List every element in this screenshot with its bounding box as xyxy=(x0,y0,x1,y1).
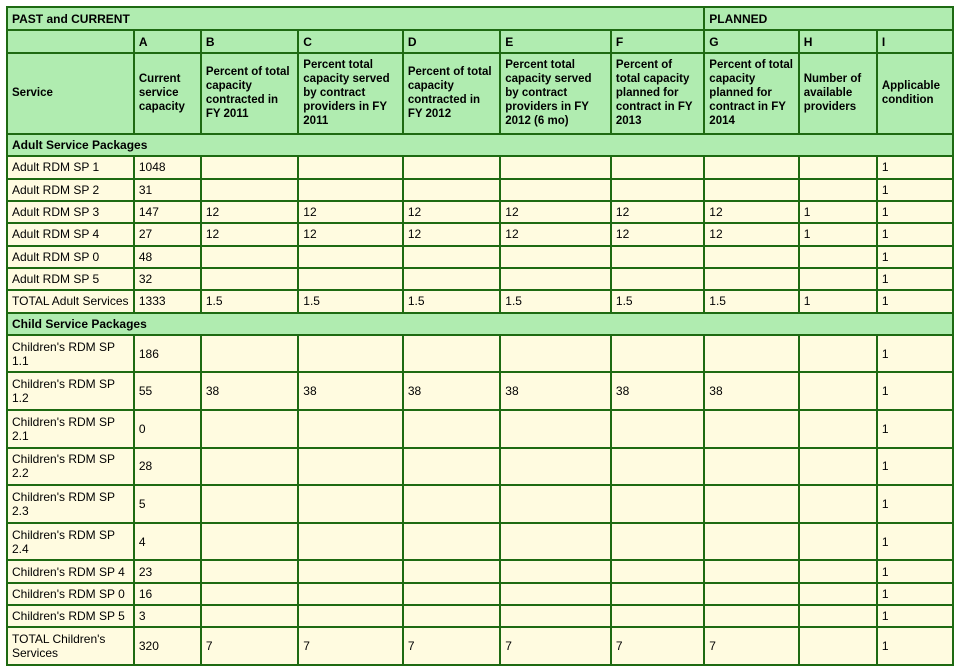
table-cell: 38 xyxy=(202,373,297,409)
table-cell xyxy=(705,606,797,626)
table-cell xyxy=(800,449,876,485)
table-cell: 12 xyxy=(612,202,703,222)
table-cell xyxy=(800,247,876,267)
table-row xyxy=(8,269,952,289)
table-cell: 12 xyxy=(501,224,610,244)
service-name-cell: Children's RDM SP 4 xyxy=(8,561,133,581)
table-cell: 1 xyxy=(878,606,952,626)
table-cell: 7 xyxy=(501,628,610,664)
table-cell: 1333 xyxy=(135,291,200,311)
table-cell xyxy=(501,561,610,581)
table-cell: 16 xyxy=(135,584,200,604)
table-cell xyxy=(705,561,797,581)
service-name-cell: Children's RDM SP 2.1 xyxy=(8,411,133,447)
service-name-cell: Children's RDM SP 2.4 xyxy=(8,524,133,560)
table-cell xyxy=(501,180,610,200)
table-cell xyxy=(705,486,797,522)
table-cell xyxy=(299,157,402,177)
table-cell: 1 xyxy=(878,373,952,409)
column-header-c: Percent total capacity served by contract providers in FY 2011 xyxy=(299,54,402,133)
column-header-i: Applicable condition xyxy=(878,54,952,133)
service-name-cell: Adult RDM SP 1 xyxy=(8,157,133,177)
table-cell xyxy=(501,486,610,522)
table-cell: 1.5 xyxy=(299,291,402,311)
service-name-cell: Adult RDM SP 4 xyxy=(8,224,133,244)
table-cell xyxy=(612,486,703,522)
table-cell xyxy=(202,157,297,177)
table-cell: 12 xyxy=(404,202,499,222)
table-cell xyxy=(612,157,703,177)
table-cell xyxy=(800,524,876,560)
table-cell: 1 xyxy=(878,524,952,560)
table-body xyxy=(8,8,952,664)
letter-f: F xyxy=(612,31,703,51)
table-cell: 1 xyxy=(878,224,952,244)
table-cell: 1 xyxy=(878,561,952,581)
table-cell: 7 xyxy=(705,628,797,664)
table-cell: 1 xyxy=(878,202,952,222)
table-cell xyxy=(202,449,297,485)
table-cell: 38 xyxy=(705,373,797,409)
column-header-f: Percent of total capacity planned for contract in FY 2013 xyxy=(612,54,703,133)
table-cell: 5 xyxy=(135,486,200,522)
table-cell xyxy=(501,157,610,177)
letter-i: I xyxy=(878,31,952,51)
table-cell xyxy=(404,411,499,447)
table-cell xyxy=(612,584,703,604)
table-cell: 1 xyxy=(800,202,876,222)
table-cell xyxy=(404,336,499,372)
table-cell xyxy=(299,269,402,289)
service-name-cell: Adult RDM SP 0 xyxy=(8,247,133,267)
letter-d: D xyxy=(404,31,499,51)
table-row xyxy=(8,180,952,200)
column-header-e: Percent total capacity served by contract providers in FY 2012 (6 mo) xyxy=(501,54,610,133)
service-name-cell: Children's RDM SP 1.1 xyxy=(8,336,133,372)
table-cell xyxy=(404,247,499,267)
letter-c: C xyxy=(299,31,402,51)
table-cell xyxy=(299,584,402,604)
table-cell xyxy=(705,524,797,560)
table-row xyxy=(8,449,952,485)
table-cell: 32 xyxy=(135,269,200,289)
table-cell xyxy=(202,606,297,626)
service-name-cell: Adult RDM SP 3 xyxy=(8,202,133,222)
table-cell: 4 xyxy=(135,524,200,560)
table-cell xyxy=(705,157,797,177)
table-cell: 3 xyxy=(135,606,200,626)
table-row xyxy=(8,628,952,664)
letter-h: H xyxy=(800,31,876,51)
column-header-d: Percent of total capacity contracted in FY 2012 xyxy=(404,54,499,133)
table-cell xyxy=(705,411,797,447)
table-row xyxy=(8,606,952,626)
table-cell xyxy=(404,486,499,522)
table-cell xyxy=(800,606,876,626)
table-cell: 1048 xyxy=(135,157,200,177)
service-name-cell: TOTAL Adult Services xyxy=(8,291,133,311)
table-cell xyxy=(299,486,402,522)
table-row xyxy=(8,336,952,372)
table-cell: 12 xyxy=(705,224,797,244)
table-cell: 55 xyxy=(135,373,200,409)
table-row xyxy=(8,486,952,522)
table-row xyxy=(8,157,952,177)
table-cell xyxy=(501,584,610,604)
table-row xyxy=(8,202,952,222)
table-cell: 1 xyxy=(878,411,952,447)
service-name-cell: Adult RDM SP 5 xyxy=(8,269,133,289)
table-cell: 0 xyxy=(135,411,200,447)
table-cell: 7 xyxy=(404,628,499,664)
table-cell xyxy=(202,411,297,447)
letter-a: A xyxy=(135,31,200,51)
table-cell xyxy=(404,561,499,581)
table-cell xyxy=(202,584,297,604)
table-cell: 1.5 xyxy=(705,291,797,311)
table-cell: 28 xyxy=(135,449,200,485)
service-name-cell: Children's RDM SP 2.2 xyxy=(8,449,133,485)
table-cell xyxy=(705,336,797,372)
table-cell xyxy=(612,180,703,200)
table-cell: 1 xyxy=(800,291,876,311)
table-row xyxy=(8,524,952,560)
column-header-row xyxy=(8,54,952,133)
group-past-current: PAST and CURRENT xyxy=(8,8,703,29)
service-name-cell: Children's RDM SP 1.2 xyxy=(8,373,133,409)
table-cell xyxy=(800,628,876,664)
table-cell xyxy=(800,486,876,522)
table-cell xyxy=(800,269,876,289)
table-cell: 12 xyxy=(202,202,297,222)
table-cell xyxy=(202,486,297,522)
table-cell: 1 xyxy=(800,224,876,244)
table-cell xyxy=(800,373,876,409)
table-cell xyxy=(202,180,297,200)
letter-b: B xyxy=(202,31,297,51)
table-cell: 1 xyxy=(878,449,952,485)
table-cell: 12 xyxy=(299,224,402,244)
table-cell xyxy=(501,449,610,485)
table-row xyxy=(8,291,952,311)
table-cell xyxy=(501,411,610,447)
table-cell xyxy=(404,180,499,200)
letter-header-row xyxy=(8,31,952,51)
table-cell: 7 xyxy=(612,628,703,664)
table-cell: 1 xyxy=(878,628,952,664)
table-cell xyxy=(202,336,297,372)
column-header-b: Percent of total capacity contracted in FY 2011 xyxy=(202,54,297,133)
table-cell: 23 xyxy=(135,561,200,581)
service-name-cell: TOTAL Children's Services xyxy=(8,628,133,664)
table-cell xyxy=(612,561,703,581)
table-cell xyxy=(800,584,876,604)
section-row xyxy=(8,314,952,334)
table-row xyxy=(8,247,952,267)
service-name-cell: Children's RDM SP 2.3 xyxy=(8,486,133,522)
column-header-g: Percent of total capacity planned for contract in FY 2014 xyxy=(705,54,797,133)
table-cell xyxy=(800,180,876,200)
table-cell xyxy=(299,411,402,447)
table-cell: 12 xyxy=(299,202,402,222)
table-cell: 147 xyxy=(135,202,200,222)
table-cell xyxy=(800,411,876,447)
letter-blank xyxy=(8,31,133,51)
column-header-h: Number of available providers xyxy=(800,54,876,133)
table-cell xyxy=(299,247,402,267)
table-cell: 1.5 xyxy=(612,291,703,311)
service-name-cell: Children's RDM SP 0 xyxy=(8,584,133,604)
table-row xyxy=(8,561,952,581)
column-header-a: Current service capacity xyxy=(135,54,200,133)
table-cell: 38 xyxy=(404,373,499,409)
column-header-service: Service xyxy=(8,54,133,133)
table-cell xyxy=(612,247,703,267)
table-cell xyxy=(705,584,797,604)
table-cell: 7 xyxy=(299,628,402,664)
table-cell: 38 xyxy=(501,373,610,409)
group-planned: PLANNED xyxy=(705,8,952,29)
table-cell xyxy=(299,180,402,200)
table-cell: 12 xyxy=(404,224,499,244)
table-cell: 1 xyxy=(878,486,952,522)
table-cell xyxy=(299,336,402,372)
table-cell xyxy=(705,247,797,267)
table-cell: 1 xyxy=(878,157,952,177)
service-name-cell: Adult RDM SP 2 xyxy=(8,180,133,200)
table-cell xyxy=(501,247,610,267)
table-cell: 12 xyxy=(202,224,297,244)
table-cell xyxy=(612,336,703,372)
table-row xyxy=(8,373,952,409)
table-cell xyxy=(501,524,610,560)
table-cell xyxy=(202,269,297,289)
table-cell xyxy=(299,561,402,581)
table-cell xyxy=(501,269,610,289)
section-title: Child Service Packages xyxy=(8,314,952,334)
capacity-table xyxy=(6,6,954,666)
table-cell: 186 xyxy=(135,336,200,372)
table-cell: 1 xyxy=(878,180,952,200)
table-cell xyxy=(404,606,499,626)
table-cell: 7 xyxy=(202,628,297,664)
table-cell: 320 xyxy=(135,628,200,664)
table-cell xyxy=(800,561,876,581)
table-cell xyxy=(612,269,703,289)
table-cell xyxy=(612,449,703,485)
table-cell xyxy=(705,180,797,200)
table-cell: 1.5 xyxy=(501,291,610,311)
table-cell xyxy=(404,524,499,560)
table-cell: 38 xyxy=(612,373,703,409)
table-cell xyxy=(404,157,499,177)
table-cell xyxy=(612,411,703,447)
table-cell: 38 xyxy=(299,373,402,409)
table-cell: 12 xyxy=(501,202,610,222)
table-cell xyxy=(299,449,402,485)
table-cell: 1 xyxy=(878,336,952,372)
group-header-row xyxy=(8,8,952,29)
table-cell: 48 xyxy=(135,247,200,267)
table-cell xyxy=(404,584,499,604)
table-cell: 1.5 xyxy=(404,291,499,311)
table-cell: 1.5 xyxy=(202,291,297,311)
table-row xyxy=(8,411,952,447)
table-cell xyxy=(501,336,610,372)
table-cell: 1 xyxy=(878,291,952,311)
table-cell xyxy=(705,269,797,289)
table-cell: 12 xyxy=(612,224,703,244)
table-cell: 1 xyxy=(878,247,952,267)
table-cell xyxy=(299,606,402,626)
table-cell: 1 xyxy=(878,584,952,604)
table-cell xyxy=(612,606,703,626)
table-cell xyxy=(404,269,499,289)
table-cell xyxy=(800,336,876,372)
table-row xyxy=(8,584,952,604)
table-cell: 1 xyxy=(878,269,952,289)
table-cell: 12 xyxy=(705,202,797,222)
letter-g: G xyxy=(705,31,797,51)
table-cell xyxy=(612,524,703,560)
section-row xyxy=(8,135,952,155)
table-cell xyxy=(202,561,297,581)
table-cell: 31 xyxy=(135,180,200,200)
table-row xyxy=(8,224,952,244)
table-cell xyxy=(501,606,610,626)
table-cell xyxy=(202,524,297,560)
table-cell: 27 xyxy=(135,224,200,244)
table-cell xyxy=(705,449,797,485)
table-cell xyxy=(202,247,297,267)
table-cell xyxy=(299,524,402,560)
section-title: Adult Service Packages xyxy=(8,135,952,155)
letter-e: E xyxy=(501,31,610,51)
service-name-cell: Children's RDM SP 5 xyxy=(8,606,133,626)
table-cell xyxy=(404,449,499,485)
table-cell xyxy=(800,157,876,177)
